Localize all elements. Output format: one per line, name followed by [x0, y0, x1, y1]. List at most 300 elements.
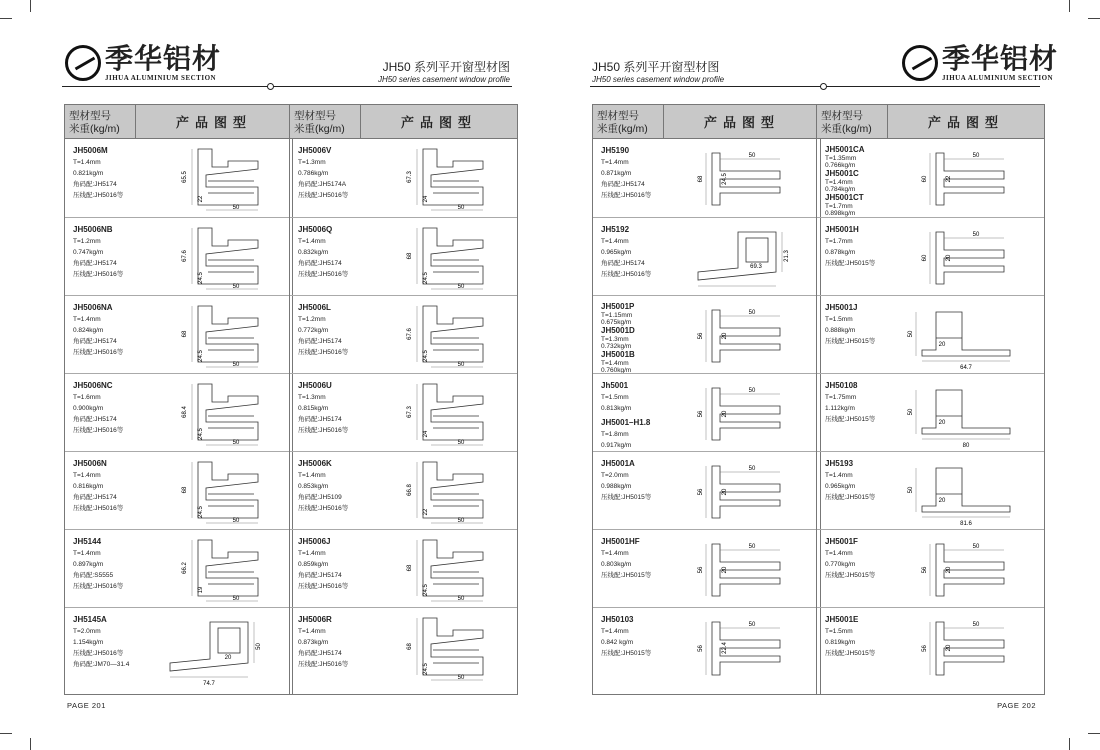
profile-column-3: [592, 104, 821, 695]
profile-spec: 角码配:JH5174: [73, 416, 117, 423]
dim-inner: 24: [423, 195, 429, 203]
profile-row: [817, 139, 1044, 217]
profile-drawing-cell: [140, 218, 292, 295]
profile-spec: 角码配:S5555: [73, 572, 114, 579]
dim-width: 50: [457, 518, 465, 524]
profile-row: [290, 373, 517, 451]
profile-info: [593, 139, 668, 217]
profile-drawing: [365, 530, 517, 608]
profile-spec: T=1.7mm: [825, 203, 853, 210]
profile-drawing: [140, 608, 292, 687]
profile-info: [817, 530, 892, 607]
profile-spec: 压线配:JH5015等: [825, 260, 876, 267]
dim-inner: 20: [946, 566, 952, 574]
dim-width: 64.7: [960, 365, 972, 371]
profile-drawing-cell: [668, 530, 820, 607]
crop-mark: [0, 18, 12, 19]
dim-width: 50: [457, 284, 465, 290]
profile-drawing-cell: [668, 608, 820, 686]
profile-code: JH5001D: [601, 326, 635, 335]
page-right: [550, 0, 1100, 750]
profile-drawing-cell: [892, 296, 1044, 373]
profile-spec: 压线配:JH5016等: [298, 661, 349, 668]
profile-spec: 角码配:JH5174: [298, 338, 342, 345]
profile-spec: T=1.4mm: [298, 238, 326, 245]
crop-mark: [1088, 18, 1100, 19]
profile-spec: 0.888kg/m: [825, 327, 856, 334]
profile-spec: 压线配:JH5016等: [601, 192, 652, 199]
profile-code: JH5001B: [601, 350, 635, 359]
profile-spec: 压线配:JH5016等: [298, 271, 349, 278]
profile-spec: 0.917kg/m: [601, 442, 632, 449]
profile-spec: T=1.7mm: [825, 238, 853, 245]
profile-code: JH5001HF: [601, 537, 640, 546]
dim-inner: 24.5: [423, 663, 429, 675]
profile-row: [817, 373, 1044, 451]
profile-drawing: [365, 139, 517, 217]
profile-spec: 0.747kg/m: [73, 249, 104, 256]
profile-code: JH5006U: [298, 381, 332, 390]
dim-b: 69.3: [750, 264, 762, 270]
header-weight: 米重(kg/m): [821, 123, 872, 135]
dim-width: 50: [232, 205, 240, 211]
profile-spec: 压线配:JH5016等: [298, 583, 349, 590]
profile-info: [817, 218, 892, 295]
profile-code: JH5001P: [601, 302, 635, 311]
profile-spec: 角码配:JH5174: [298, 260, 342, 267]
profile-code: JH5145A: [73, 615, 107, 624]
dim-inner: 20: [938, 342, 946, 348]
profile-spec: T=1.35mm: [825, 155, 857, 162]
dim-width: 50: [748, 544, 756, 550]
profile-spec: T=1.5mm: [825, 316, 853, 323]
profile-drawing: [668, 139, 820, 217]
profile-spec: T=1.2mm: [298, 316, 326, 323]
profile-column-2: [289, 104, 518, 695]
profile-spec: 压线配:JH5015等: [825, 650, 876, 657]
profile-info: [817, 374, 892, 451]
series-title-cn: JH50 系列平开窗型材图: [592, 60, 720, 74]
header-drawing: 产品图型: [175, 115, 252, 130]
profile-spec: T=1.4mm: [825, 550, 853, 557]
crop-mark: [0, 733, 12, 734]
profile-drawing-cell: [140, 139, 292, 217]
profile-spec: 角码配:JH5174: [73, 260, 117, 267]
profile-info: [290, 374, 365, 451]
profile-row: [65, 373, 292, 451]
header-weight: 米重(kg/m): [69, 123, 120, 135]
profile-spec: T=1.15mm: [601, 312, 633, 319]
profile-info: [290, 218, 365, 295]
profile-info: [290, 608, 365, 686]
profile-spec: 0.732kg/m: [601, 343, 632, 350]
profile-row: [593, 529, 820, 607]
header-model: 型材型号: [597, 110, 639, 122]
profile-spec: 0.965kg/m: [601, 249, 632, 256]
profile-column-4: [816, 104, 1045, 695]
profile-row: [817, 607, 1044, 686]
profile-code: JH5006R: [298, 615, 332, 624]
dim-width: 50: [748, 153, 756, 159]
profile-code: JH5006M: [73, 146, 108, 155]
profile-drawing: [140, 452, 292, 530]
dim-inner: 22: [198, 195, 204, 203]
profile-spec: 0.803kg/m: [601, 561, 632, 568]
profile-spec: T=1.2mm: [73, 238, 101, 245]
profile-info: [593, 530, 668, 607]
profile-spec: 0.770kg/m: [825, 561, 856, 568]
profile-spec: 0.815kg/m: [298, 405, 329, 412]
profile-spec: 0.871kg/m: [601, 170, 632, 177]
profile-row: [290, 607, 517, 686]
dim-width: 50: [232, 518, 240, 524]
profile-row: [817, 217, 1044, 295]
dim-width: 50: [748, 388, 756, 394]
profile-spec: T=1.5mm: [601, 394, 629, 401]
profile-drawing: [365, 218, 517, 296]
dim-height: 56: [922, 645, 928, 652]
dim-inner: 22: [423, 508, 429, 516]
dim-height: 60: [922, 175, 928, 183]
profile-spec: T=1.4mm: [298, 628, 326, 635]
profile-spec: 压线配:JH5016等: [298, 192, 349, 199]
profile-drawing: [668, 608, 820, 687]
profile-drawing: [668, 374, 820, 452]
series-title: [592, 58, 724, 84]
dim-width: 50: [972, 544, 980, 550]
dim-height: 56: [922, 566, 928, 574]
crop-mark: [30, 0, 31, 12]
profile-info: [817, 296, 892, 373]
profile-code: JH5001E: [825, 615, 859, 624]
dim-inner: 24.5: [198, 350, 204, 362]
profile-code: JH5001F: [825, 537, 858, 546]
profile-code: JH5001C: [825, 169, 859, 178]
profile-spec: T=1.4mm: [298, 472, 326, 479]
profile-spec: T=1.4mm: [601, 360, 629, 367]
profile-spec: T=1.4mm: [601, 550, 629, 557]
dim-inner: 24: [423, 430, 429, 438]
profile-spec: T=1.3mm: [601, 336, 629, 343]
dim-height: 67.6: [407, 328, 413, 340]
dim-inner: 22: [946, 175, 952, 183]
profile-spec: T=1.4mm: [825, 472, 853, 479]
brand-name-cn: 季华铝材: [105, 42, 222, 75]
profile-info: [593, 374, 668, 451]
profile-row: [593, 217, 820, 295]
profile-drawing-cell: [365, 452, 517, 529]
profile-spec: 0.832kg/m: [298, 249, 329, 256]
profile-spec: 压线配:JH5015等: [825, 494, 876, 501]
profile-spec: 0.819kg/m: [825, 639, 856, 646]
dim-height: 56: [698, 488, 704, 496]
header-drawing: 产品图型: [703, 115, 780, 130]
profile-spec: 压线配:JH5016等: [73, 192, 124, 199]
profile-info: [290, 530, 365, 607]
profile-spec: 1.154kg/m: [73, 639, 104, 646]
dim-width: 50: [748, 622, 756, 628]
profile-info: [65, 218, 140, 295]
brand-name-en: JIHUA ALUMINIUM SECTION: [942, 74, 1054, 82]
dim-b: 20: [224, 655, 232, 661]
profile-row: [593, 139, 820, 217]
brand-logo: [902, 44, 1058, 82]
dim-inner: 24.5: [198, 506, 204, 518]
profile-spec: T=1.5mm: [825, 628, 853, 635]
profile-spec: 0.784kg/m: [825, 186, 856, 193]
profile-spec: 角码配:JM70—31.4: [73, 661, 130, 668]
dim-inner: 20: [938, 498, 946, 504]
dim-a: 21.3: [784, 250, 790, 262]
logo-icon: [902, 45, 938, 81]
profile-spec: 角码配:JH5174: [73, 181, 117, 188]
profile-info: [290, 296, 365, 373]
profile-drawing: [668, 452, 820, 530]
dim-height: 56: [698, 410, 704, 418]
profile-spec: 0.897kg/m: [73, 561, 104, 568]
profile-drawing-cell: [365, 374, 517, 451]
profile-drawing: [892, 374, 1044, 452]
crop-mark: [1088, 733, 1100, 734]
header-model: 型材型号: [821, 110, 863, 122]
profile-info: [65, 296, 140, 373]
profile-row: [65, 295, 292, 373]
profile-column-1: [64, 104, 293, 695]
profile-code: JH50103: [601, 615, 634, 624]
profile-drawing: [892, 218, 1044, 296]
profile-drawing-cell: [668, 374, 820, 451]
profile-spec: 角码配:JH5109: [298, 494, 342, 501]
dim-height: 66.8: [407, 484, 413, 496]
profile-spec: 0.786kg/m: [298, 170, 329, 177]
header-weight: 米重(kg/m): [597, 123, 648, 135]
profile-row: [593, 451, 820, 529]
profile-info: [593, 452, 668, 529]
profile-code: JH5006NC: [73, 381, 113, 390]
profile-drawing: [140, 530, 292, 608]
profile-spec: 1.112kg/m: [825, 405, 855, 412]
profile-drawing: [365, 452, 517, 530]
dim-inner: 24.5: [198, 272, 204, 284]
profile-spec: 压线配:JH5015等: [825, 338, 876, 345]
profile-drawing-cell: [365, 296, 517, 373]
dim-inner: 20: [722, 566, 728, 574]
profile-spec: 压线配:JH5016等: [73, 271, 124, 278]
profile-spec: 0.900kg/m: [73, 405, 104, 412]
profile-code: JH5193: [825, 459, 854, 468]
profile-spec: 0.675kg/m: [601, 319, 632, 326]
profile-spec: 0.878kg/m: [825, 249, 856, 256]
profile-drawing: [668, 296, 820, 374]
profile-drawing-cell: [365, 530, 517, 607]
profile-spec: 压线配:JH5016等: [298, 427, 349, 434]
profile-info: [593, 296, 668, 373]
profile-row: [65, 607, 292, 686]
series-title-en: JH50 series casement window profile: [377, 75, 510, 84]
header-rule: [62, 86, 512, 87]
profile-spec: 压线配:JH5016等: [73, 650, 124, 657]
header-model-weight: [290, 105, 361, 138]
dim-height: 66.2: [182, 562, 188, 574]
profile-spec: 0.766kg/m: [825, 162, 856, 169]
profile-drawing: [140, 296, 292, 374]
profile-info: [817, 608, 892, 686]
profile-spec: T=1.8mm: [601, 431, 629, 438]
profile-code: Jh5001: [601, 381, 629, 390]
profile-row: [65, 217, 292, 295]
profile-spec: 0.859kg/m: [298, 561, 329, 568]
dim-width: 50: [457, 440, 465, 446]
profile-spec: 压线配:JH5015等: [825, 416, 876, 423]
dim-width: 50: [232, 596, 240, 602]
profile-row: [290, 529, 517, 607]
header-drawing: 产品图型: [927, 115, 1004, 130]
profile-drawing-cell: [892, 452, 1044, 529]
profile-code: JH5190: [601, 146, 630, 155]
profile-spec: 角码配:JH5174: [298, 572, 342, 579]
profile-code: JH5192: [601, 225, 630, 234]
profile-spec: 压线配:JH5016等: [73, 505, 124, 512]
profile-spec: 0.824kg/m: [73, 327, 104, 334]
profile-info: [817, 452, 892, 529]
table-header: [290, 105, 517, 139]
dim-height: 56: [698, 332, 704, 340]
dim-height: 56: [698, 645, 704, 652]
profile-drawing-cell: [140, 608, 292, 686]
table-header: [65, 105, 292, 139]
dim-width: 50: [457, 596, 465, 602]
dim-height: 68: [407, 643, 413, 650]
profile-info: [65, 139, 140, 217]
crop-mark: [30, 738, 31, 750]
profile-code: JH5006J: [298, 537, 331, 546]
dim-height: 67.3: [407, 171, 413, 183]
profile-spec: T=1.3mm: [298, 394, 326, 401]
profile-drawing: [892, 452, 1044, 530]
profile-spec: 0.821kg/m: [73, 170, 104, 177]
profile-code: JH50108: [825, 381, 858, 390]
series-title-cn: JH50 系列平开窗型材图: [382, 60, 510, 74]
dim-inner: 20: [946, 254, 952, 262]
profile-drawing: [140, 374, 292, 452]
profile-spec: T=1.4mm: [73, 550, 101, 557]
profile-spec: 压线配:JH5016等: [73, 583, 124, 590]
dim-height: 67.6: [182, 250, 188, 262]
profile-drawing-cell: [892, 608, 1044, 686]
profile-spec: 0.842 kg/m: [601, 639, 634, 646]
profile-row: [65, 451, 292, 529]
profile-info: [290, 139, 365, 217]
profile-spec: 0.772kg/m: [298, 327, 329, 334]
dim-height: 60: [922, 254, 928, 262]
dim-width: 50: [457, 205, 465, 211]
profile-row: [593, 295, 820, 373]
series-title-en: JH50 series casement window profile: [592, 75, 725, 84]
dim-width: 80: [962, 443, 970, 449]
dim-height: 68.4: [182, 406, 188, 418]
profile-drawing: [668, 218, 820, 296]
dim-height: 68: [182, 486, 188, 494]
series-title: [378, 58, 510, 84]
profile-spec: 0.898kg/m: [825, 210, 856, 217]
profile-code: JH5006NA: [73, 303, 113, 312]
profile-row: [290, 139, 517, 217]
brand-name-cn: 季华铝材: [942, 42, 1059, 75]
dim-width: 50: [457, 362, 465, 368]
profile-info: [290, 452, 365, 529]
dim-width: 50: [457, 675, 465, 681]
dim-inner: 20: [722, 332, 728, 340]
header-model: 型材型号: [294, 110, 336, 122]
profile-spec: 0.853kg/m: [298, 483, 329, 490]
profile-drawing-cell: [365, 218, 517, 295]
profile-drawing: [892, 530, 1044, 608]
dim-width: 50: [748, 466, 756, 472]
dim-inner: 24.5: [198, 428, 204, 440]
dim-width: 50: [748, 310, 756, 316]
profile-spec: 角码配:JH5174: [298, 650, 342, 657]
profile-drawing-cell: [140, 296, 292, 373]
profile-spec: 角码配:JH5174: [73, 494, 117, 501]
dim-height: 67.3: [407, 406, 413, 418]
profile-spec: T=1.4mm: [73, 472, 101, 479]
profile-spec: T=2.0mm: [73, 628, 101, 635]
profile-info: [65, 452, 140, 529]
profile-row: [290, 295, 517, 373]
profile-drawing: [365, 608, 517, 687]
profile-spec: 0.873kg/m: [298, 639, 329, 646]
dim-height: 68: [407, 252, 413, 260]
profile-spec: T=1.4mm: [73, 316, 101, 323]
profile-spec: 压线配:JH5015等: [601, 650, 652, 657]
profile-row: [817, 451, 1044, 529]
profile-spec: 压线配:JH5015等: [601, 572, 652, 579]
crop-mark: [1069, 738, 1070, 750]
dim-inner: 24.5: [722, 173, 728, 185]
dim-width: 50: [232, 284, 240, 290]
profile-info: [65, 530, 140, 607]
profile-spec: 压线配:JH5016等: [298, 505, 349, 512]
dim-width: 50: [972, 232, 980, 238]
profile-info: [817, 139, 892, 217]
dim-height: 68: [698, 175, 704, 183]
dim-c: 74.7: [203, 681, 215, 687]
profile-spec: T=1.3mm: [298, 159, 326, 166]
profile-spec: 压线配:JH5016等: [73, 427, 124, 434]
profile-info: [65, 374, 140, 451]
profile-drawing: [365, 374, 517, 452]
profile-spec: T=1.4mm: [601, 628, 629, 635]
crop-mark: [1069, 0, 1070, 12]
profile-spec: T=2.0mm: [601, 472, 629, 479]
profile-row: [290, 217, 517, 295]
profile-drawing: [668, 530, 820, 608]
header-drawing: 产品图型: [400, 115, 477, 130]
profile-code: JH5144: [73, 537, 102, 546]
profile-spec: 0.965kg/m: [825, 483, 856, 490]
profile-drawing: [892, 608, 1044, 687]
header-weight: 米重(kg/m): [294, 123, 345, 135]
page-number: PAGE 202: [997, 701, 1036, 710]
header-model-weight: [817, 105, 888, 138]
header-rule: [590, 86, 1040, 87]
dim-inner: 20: [946, 644, 952, 652]
profile-row: [65, 139, 292, 217]
dim-width: 81.6: [960, 521, 972, 527]
profile-drawing-cell: [668, 218, 820, 295]
profile-code: JH5006N: [73, 459, 107, 468]
profile-drawing-cell: [140, 530, 292, 607]
